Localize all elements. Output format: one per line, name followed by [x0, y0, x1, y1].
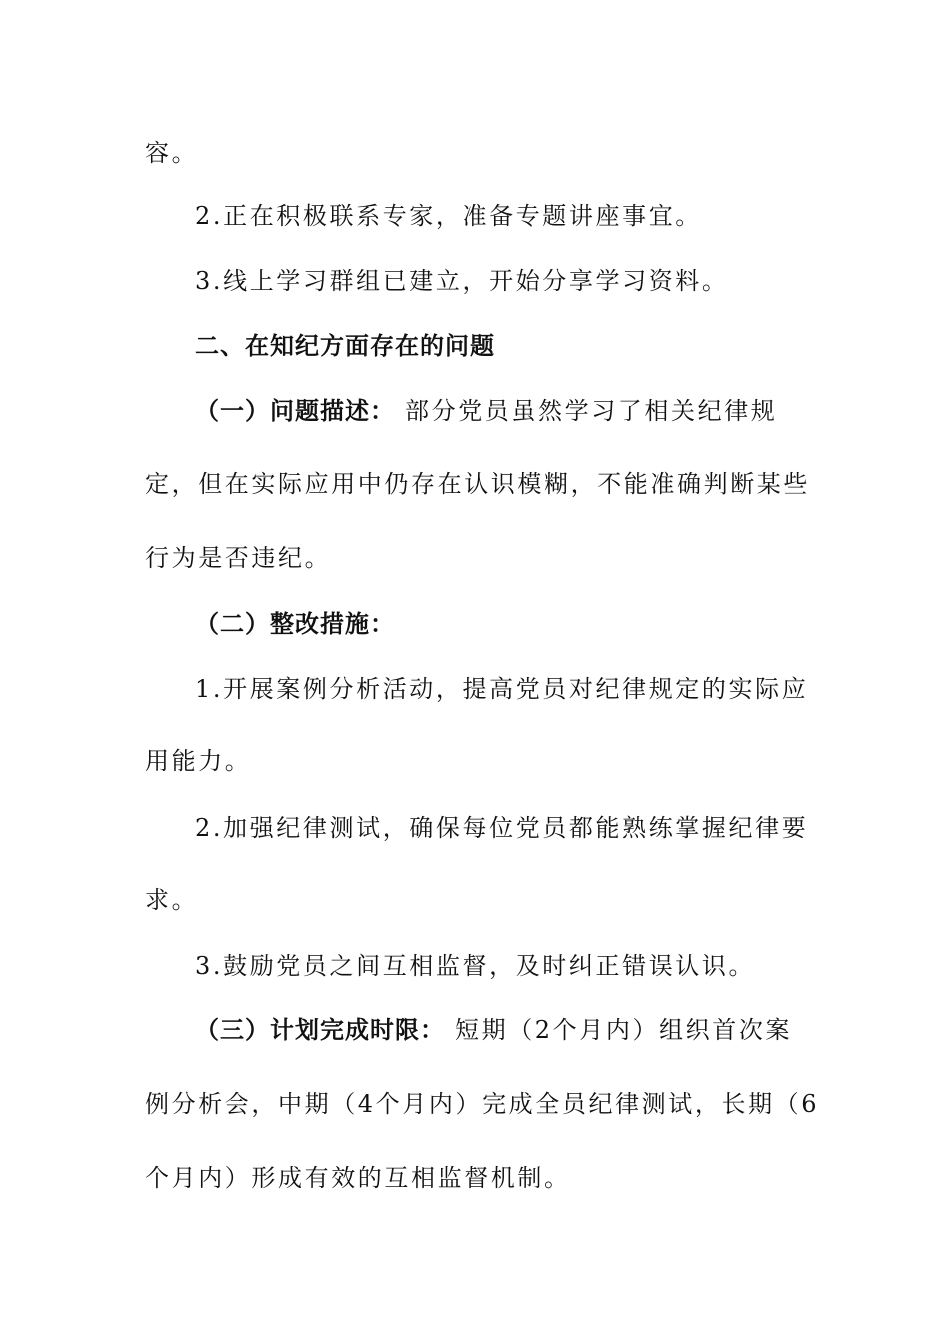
list-item — [195, 673, 809, 705]
paragraph-line — [145, 745, 805, 777]
text-line: 行为是否违纪。 — [145, 544, 332, 572]
paragraph-line — [145, 468, 810, 500]
paragraph-line — [145, 1162, 805, 1194]
text-line: 定，但在实际应用中仍存在认识模糊，不能准确判断某些 — [145, 470, 810, 498]
text-line: 容。 — [145, 139, 199, 167]
paragraph-line — [145, 542, 805, 574]
heading-text: （二）整改措施： — [195, 610, 395, 638]
text-line: 3.线上学习群组已建立，开始分享学习资料。 — [195, 267, 729, 295]
text-line: 例分析会，中期（4个月内）完成全员纪律测试，长期（6 — [145, 1090, 820, 1118]
subsection-label: （三）计划完成时限： — [195, 1016, 445, 1044]
paragraph-line — [145, 884, 805, 916]
paragraph-first-line — [195, 395, 805, 427]
paragraph-continuation — [145, 137, 805, 169]
text-line: 用能力。 — [145, 747, 252, 775]
text-line: 1.开展案例分析活动，提高党员对纪律规定的实际应 — [195, 675, 809, 703]
paragraph-line — [145, 1088, 820, 1120]
list-item — [195, 950, 805, 982]
text-line: 2.加强纪律测试，确保每位党员都能熟练掌握纪律要 — [195, 814, 809, 842]
paragraph-first-line — [195, 1014, 805, 1046]
heading-text: 二、在知纪方面存在的问题 — [195, 332, 495, 360]
section-heading — [195, 330, 805, 362]
text-line: 3.鼓励党员之间互相监督，及时纠正错误认识。 — [195, 952, 756, 980]
list-item — [195, 200, 805, 232]
list-item — [195, 812, 809, 844]
text-line: 求。 — [145, 886, 199, 914]
text-line: 2.正在积极联系专家，准备专题讲座事宜。 — [195, 202, 702, 230]
subsection-label: （一）问题描述： — [195, 397, 395, 425]
text-line: 短期（2个月内）组织首次案 — [455, 1016, 793, 1044]
text-line: 个月内）形成有效的互相监督机制。 — [145, 1164, 571, 1192]
list-item — [195, 265, 805, 297]
subsection-heading — [195, 608, 805, 640]
text-line: 部分党员虽然学习了相关纪律规 — [405, 397, 778, 425]
